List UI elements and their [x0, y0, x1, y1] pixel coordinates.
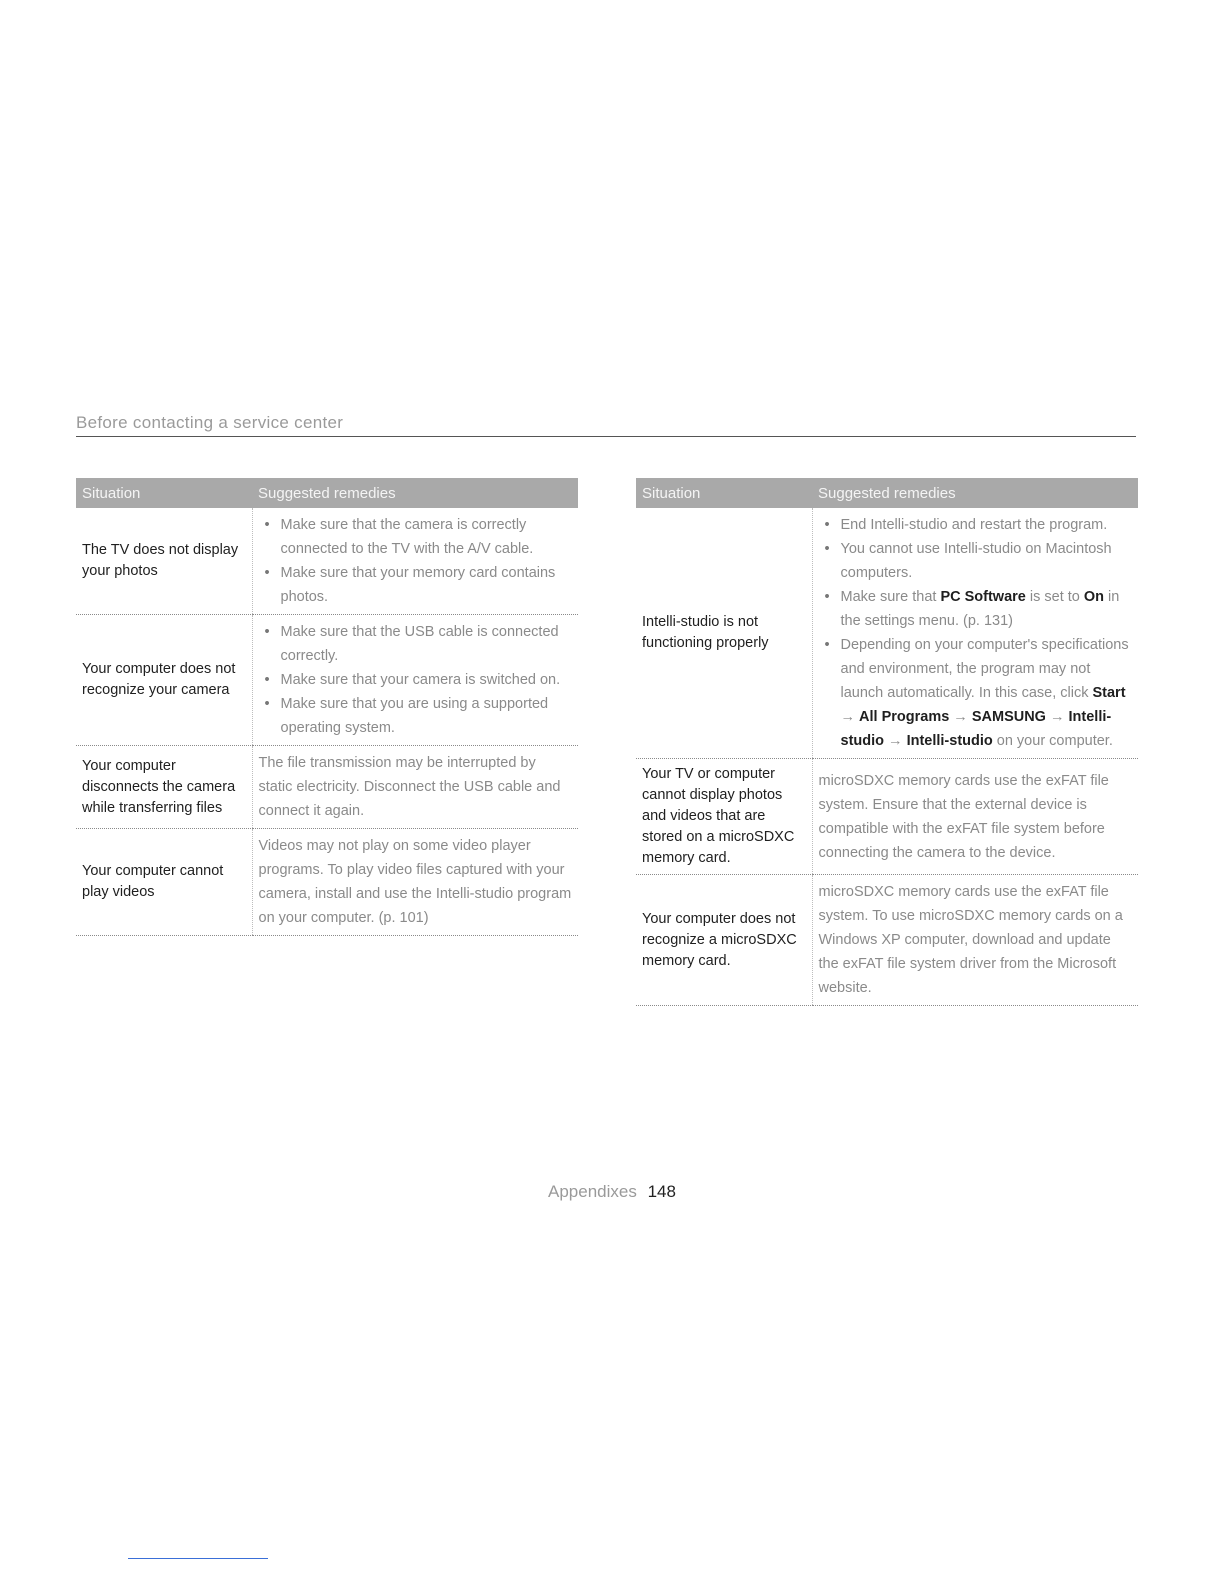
list-item — [841, 585, 1133, 633]
table-row — [76, 615, 578, 746]
text-run: in the settings menu. (p. 131) — [840, 589, 1120, 629]
remedy-list — [259, 513, 573, 609]
page-footer — [0, 1182, 1224, 1202]
table-row — [76, 746, 578, 829]
situation-cell: Your computer does not recognize your camera — [76, 615, 252, 746]
page-header — [76, 410, 1136, 437]
remedy-cell: Videos may not play on some video player programs. To play video files captured with your camera, install and use the Intelli-studio program on your computer. (p. 101) — [252, 829, 578, 936]
situation-cell: Intelli-studio is not functioning properly — [636, 508, 812, 759]
text-run: Depending on your computer's specifications and environment, the program may not launch automatically. In this case, click — [840, 637, 1129, 701]
footer-link-underline — [128, 1558, 268, 1559]
remedy-cell: The file transmission may be interrupted by static electricity. Disconnect the USB cable and connect it again. — [252, 746, 578, 829]
situation-cell: Your TV or computer cannot display photos and videos that are stored on a microSDXC memory card. — [636, 759, 812, 875]
text-run: on your computer. — [992, 733, 1113, 749]
table-row — [76, 508, 578, 615]
list-item: • Make sure that you are using a supported operating system. — [281, 692, 573, 740]
arrow-icon: → — [884, 733, 907, 749]
text-run: is set to — [1025, 589, 1084, 605]
troubleshooting-table-left — [76, 478, 578, 936]
menu-path-start: Start — [1092, 685, 1126, 701]
menu-path-intelli-studio-app: Intelli-studio — [906, 733, 993, 749]
footer-section-label: Appendixes — [548, 1182, 637, 1201]
remedy-list — [819, 513, 1133, 753]
table-row — [636, 508, 1138, 759]
situation-cell: Your computer cannot play videos — [76, 829, 252, 936]
list-item: • Make sure that your memory card contains photos. — [281, 561, 573, 609]
page-number: 148 — [647, 1182, 676, 1201]
column-header-remedies: Suggested remedies — [252, 478, 578, 508]
column-header-situation: Situation — [636, 478, 812, 508]
menu-path-samsung: SAMSUNG — [971, 709, 1046, 725]
list-item — [841, 633, 1133, 753]
remedy-cell — [812, 508, 1138, 759]
table-row — [636, 759, 1138, 875]
remedy-cell — [252, 508, 578, 615]
list-item: • Make sure that the USB cable is connected correctly. — [281, 620, 573, 668]
menu-path-intelli-studio-folder: Intelli-studio — [840, 709, 1112, 749]
situation-cell: The TV does not display your photos — [76, 508, 252, 615]
text-run: Make sure that — [840, 589, 941, 605]
table-row — [76, 829, 578, 936]
table-header-row — [636, 478, 1138, 508]
arrow-icon: → — [840, 709, 860, 725]
table-header-row — [76, 478, 578, 508]
remedy-list — [259, 620, 573, 740]
list-item: • Make sure that the camera is correctly connected to the TV with the A/V cable. — [281, 513, 573, 561]
list-item: • Make sure that your camera is switched on. — [281, 668, 573, 692]
section-title: Before contacting a service center — [76, 413, 344, 432]
remedy-cell: microSDXC memory cards use the exFAT file system. Ensure that the external device is compatible with the exFAT file system before connecting the camera to the device. — [812, 759, 1138, 875]
list-item: • You cannot use Intelli-studio on Macintosh computers. — [841, 537, 1133, 585]
setting-value-label: On — [1083, 589, 1105, 605]
situation-cell: Your computer disconnects the camera while transferring files — [76, 746, 252, 829]
remedy-cell — [252, 615, 578, 746]
situation-cell: Your computer does not recognize a microSDXC memory card. — [636, 875, 812, 1006]
menu-path-all-programs: All Programs — [859, 709, 950, 725]
menu-option-label: PC Software — [940, 589, 1026, 605]
list-item: • End Intelli-studio and restart the program. — [841, 513, 1133, 537]
column-header-situation: Situation — [76, 478, 252, 508]
column-header-remedies: Suggested remedies — [812, 478, 1138, 508]
troubleshooting-table-right — [636, 478, 1138, 1006]
remedy-cell: microSDXC memory cards use the exFAT file system. To use microSDXC memory cards on a Windows XP computer, download and update the exFAT file system driver from the Microsoft website. — [812, 875, 1138, 1006]
table-row — [636, 875, 1138, 1006]
arrow-icon: → — [1045, 709, 1069, 725]
arrow-icon: → — [949, 709, 972, 725]
